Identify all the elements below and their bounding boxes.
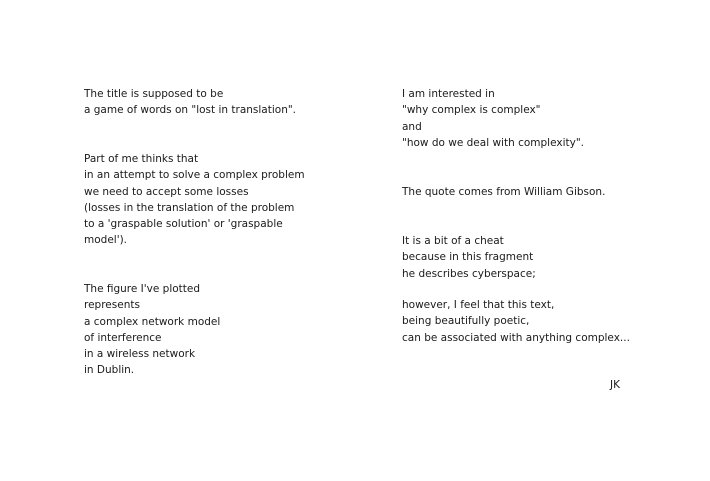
text-line: model'). — [84, 234, 128, 247]
paragraph-cheat — [402, 233, 536, 282]
text-line: The quote comes from William Gibson. — [402, 186, 606, 198]
author-initials: JK — [610, 379, 620, 391]
text-line: of interference — [84, 331, 162, 344]
text-line: a game of words on "lost in translation". — [84, 104, 297, 117]
paragraph-losses — [84, 151, 305, 249]
text-line: represents — [84, 299, 140, 312]
text-line: however, I feel that this text, — [402, 299, 555, 311]
text-line: The title is supposed to be — [84, 88, 224, 100]
text-line: Part of me thinks that — [84, 153, 199, 165]
text-line: in Dublin. — [84, 364, 135, 377]
text-line: "why complex is complex" — [402, 104, 541, 117]
text-line: he describes cyberspace; — [402, 267, 536, 280]
paragraph-quote-source — [402, 184, 605, 200]
text-line: a complex network model — [84, 315, 221, 328]
paragraph-poetic — [402, 297, 630, 346]
text-line: being beautifully poetic, — [402, 315, 530, 328]
text-line: to a 'graspable solution' or 'graspable — [84, 218, 283, 231]
text-line: because in this fragment — [402, 251, 534, 264]
text-line: in an attempt to solve a complex problem — [84, 169, 305, 182]
text-line: (losses in the translation of the problem — [84, 201, 295, 214]
paragraph-figure — [84, 281, 220, 379]
text-line: in a wireless network — [84, 348, 196, 361]
paragraph-interest — [402, 86, 584, 151]
text-line: I am interested in — [402, 88, 495, 100]
text-line: It is a bit of a cheat — [402, 235, 504, 247]
text-line: "how do we deal with complexity". — [402, 136, 584, 149]
text-line: we need to accept some losses — [84, 185, 249, 198]
paragraph-title-note — [84, 86, 296, 119]
text-line: and — [402, 120, 422, 133]
text-line: The figure I've plotted — [84, 283, 201, 295]
text-line: can be associated with anything complex... — [402, 331, 630, 344]
